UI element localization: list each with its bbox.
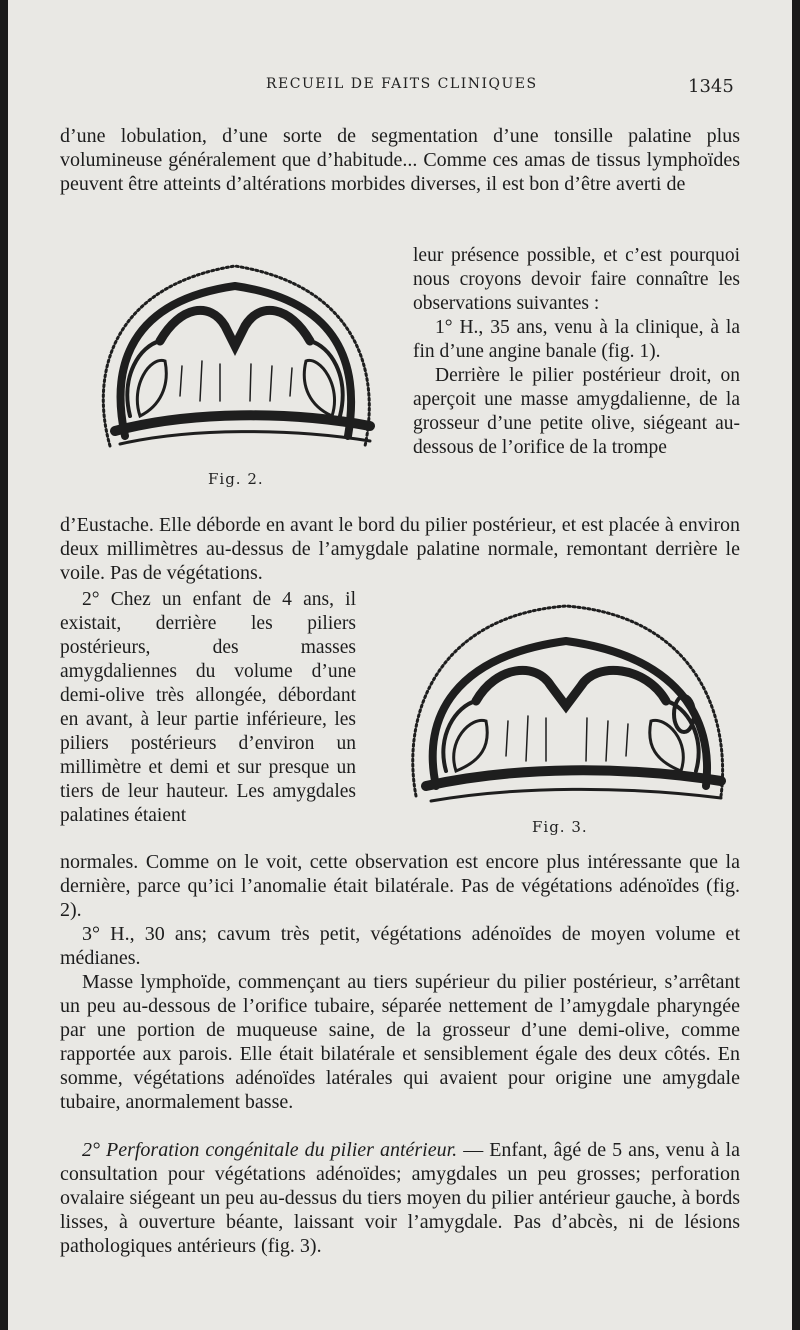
- running-head: [8, 76, 792, 106]
- paragraph-section-2: [60, 1138, 740, 1258]
- figure-2-caption: Fig. 2.: [208, 470, 264, 488]
- running-head-title: RECUEIL DE FAITS CLINIQUES: [266, 76, 538, 92]
- page-number: 1345: [688, 76, 734, 97]
- throat-drawing-fig2: [70, 246, 400, 456]
- figure-3: [396, 596, 736, 808]
- paragraph-masse: Masse lymphoïde, commençant au tiers supérieur du pilier postérieur, s’arrêtant un peu au-dessous de l’orifice tubaire, séparée nettement de l’amygdale pharyngée par une portion de muqueuse saine, de la grosseur d’une demi-olive, comme rapportée aux parois. Elle était bilatérale et sensiblement égale des deux côtés. En somme, végétations adénoïdes latérales qui avaient pour origine une amygdale tubaire, anormalement basse.: [60, 971, 740, 1113]
- throat-drawing-fig3: [396, 596, 736, 808]
- figure-2: [70, 246, 400, 456]
- paragraph-intro: d’une lobulation, d’une sorte de segmentation d’une tonsille palatine plus volumineuse généralement que d’habitude... Comme ces amas de tissus lymphoïdes peuvent être atteints d’altérations morbides diverses, il est bon d’être averti de: [60, 125, 740, 195]
- section-2-text: — Enfant, âgé de 5 ans, venu à la consultation pour végétations adénoïdes; amygdales un peu grosses; perforation ovalaire siégeant un peu au-dessus du tiers moyen du pilier antérieur gauche, à bords lisses, à ouverture béante, laissant voir l’amygdale. Pas d’abcès, ni de lésions pathologiques antérieurs (fig. 3).: [60, 1139, 740, 1257]
- paragraph-observation-3: 3° H., 30 ans; cavum très petit, végétations adénoïdes de moyen volume et médianes.: [60, 923, 740, 969]
- paragraph-eustache: d’Eustache. Elle déborde en avant le bord du pilier postérieur, et est placée à environ deux millimètres au-dessus de l’amygdale palatine normale, remontant derrière le voile. Pas de végétations.: [60, 514, 740, 584]
- book-page: [8, 0, 792, 1330]
- figure-3-caption: Fig. 3.: [532, 818, 588, 836]
- section-2-heading: 2° Perforation congénitale du pilier antérieur.: [82, 1139, 458, 1161]
- right-column: leur présence possible, et c’est pourquoi nous croyons devoir faire connaître les observations suivantes : 1° H., 35 ans, venu à la clinique, à la fin d’une angine banale (fig. 1). Derrière le pilier postérieur droit, on aperçoit une masse amygdalienne, de la grosseur d’une petite olive, siégeant au-dessous de l’orifice de la trompe: [413, 245, 740, 458]
- left-column: 2° Chez un enfant de 4 ans, il existait, derrière les piliers postérieurs, des masses amygdaliennes du volume d’une demi-olive très allongée, débordant en avant, à leur partie inférieure, les piliers postérieurs d’environ un millimètre et demi et sur presque un tiers de leur hauteur. Les amygdales palatines étaient: [60, 589, 356, 826]
- paragraph-normales: normales. Comme on le voit, cette observation est encore plus intéressante que la dernière, parce qu’ici l’anomalie était bilatérale. Pas de végétations adénoïdes (fig. 2).: [60, 851, 740, 921]
